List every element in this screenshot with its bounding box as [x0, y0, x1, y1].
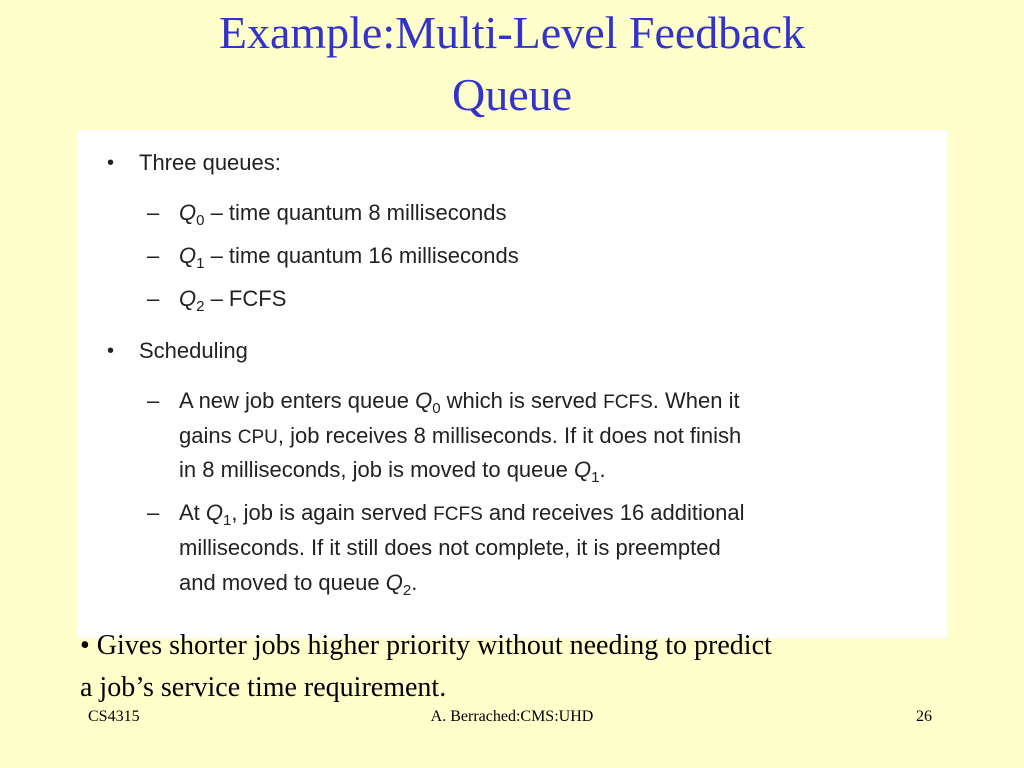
queue-q1-item: [179, 243, 519, 272]
text: .: [411, 570, 418, 595]
text: gains: [179, 423, 238, 448]
text: , job is again served: [231, 500, 434, 525]
summary-note: [80, 625, 960, 709]
slide-title-line2: Queue: [451, 69, 573, 120]
q2-text: – FCFS: [204, 286, 287, 311]
footer-author: A. Berrached:CMS:UHD: [430, 708, 594, 725]
content-panel: [77, 130, 947, 638]
q2-letter: Q: [179, 286, 197, 311]
text: and moved to queue: [179, 570, 386, 595]
dash-icon: –: [147, 500, 160, 525]
q-subscript: 1: [591, 469, 600, 486]
bullet-icon: •: [107, 340, 115, 362]
text: A new job enters queue: [179, 388, 416, 413]
text: and receives 16 additional: [482, 500, 745, 525]
queue-q0-item: [179, 200, 507, 229]
q-letter: Q: [415, 388, 433, 413]
q-subscript: 2: [402, 582, 412, 599]
q-letter: Q: [574, 457, 592, 482]
fcfs-term: FCFS: [433, 504, 483, 525]
q0-text: – time quantum 8 milliseconds: [204, 200, 507, 225]
text: At: [179, 500, 206, 525]
text: which is served: [440, 388, 604, 413]
q-subscript: 1: [223, 512, 232, 529]
dash-icon: –: [147, 286, 160, 311]
cpu-term: CPU: [237, 427, 278, 448]
scheduling-item1-line1: [179, 388, 740, 417]
q0-letter: Q: [179, 200, 197, 225]
dash-icon: –: [147, 200, 160, 225]
scheduling-item1-line2: [179, 423, 741, 449]
q-subscript: 0: [432, 400, 441, 417]
queue-q2-item: [179, 286, 286, 315]
scheduling-item2-line3: [179, 570, 417, 599]
text: .: [599, 457, 606, 482]
q2-subscript: 2: [196, 298, 205, 315]
dash-icon: –: [147, 243, 160, 268]
text: , job receives 8 milliseconds. If it does not finish: [277, 423, 742, 448]
summary-note-line2: a job’s service time requirement.: [80, 672, 447, 703]
q1-subscript: 1: [196, 255, 205, 272]
footer-page-number: 26: [916, 708, 932, 725]
slide-title-line1: Example:Multi-Level Feedback: [218, 7, 806, 58]
summary-note-line1: • Gives shorter jobs higher priority without needing to predict: [80, 630, 772, 661]
q-letter: Q: [205, 500, 224, 525]
q-letter: Q: [385, 570, 403, 595]
q1-letter: Q: [179, 243, 197, 268]
scheduling-heading: Scheduling: [139, 338, 248, 363]
text: . When it: [652, 388, 740, 413]
q0-subscript: 0: [196, 212, 205, 229]
dash-icon: –: [147, 388, 160, 413]
footer-course: CS4315: [88, 708, 140, 725]
bullet-icon: •: [107, 152, 115, 174]
scheduling-item1-line3: [179, 457, 606, 486]
fcfs-term: FCFS: [603, 392, 653, 413]
slide-title: [60, 2, 964, 126]
queues-heading: Three queues:: [139, 150, 281, 175]
scheduling-item2-line1: [179, 500, 745, 529]
scheduling-item2-line2: milliseconds. If it still does not complete, it is preempted: [179, 535, 721, 560]
q1-text: – time quantum 16 milliseconds: [204, 243, 519, 268]
text: in 8 milliseconds, job is moved to queue: [179, 457, 574, 482]
